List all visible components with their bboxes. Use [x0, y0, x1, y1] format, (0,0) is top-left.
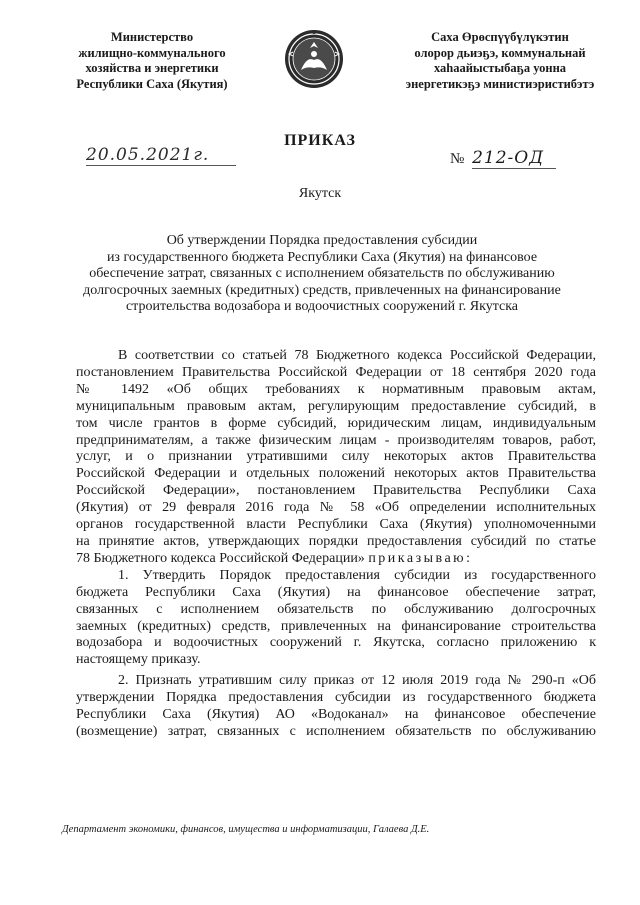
body-line: том числе грантов в форме субсидий, юридическим лицам, индивидуальным	[76, 415, 596, 431]
ministry-line: хозяйства и энергетики	[85, 61, 219, 75]
body-line-text: 78 Бюджетного кодекса Российской Федерации»	[76, 550, 365, 566]
body-line: муниципальным правовым актам, регулирующим предоставление субсидий, в	[76, 398, 596, 414]
body-line: (возмещение) затрат, связанных с исполнением обязательств по обслуживанию	[76, 723, 596, 739]
paragraph-item-1	[76, 568, 596, 669]
subject-line: строительства водозабора и водоочистных сооружений г. Якутска	[125, 299, 519, 314]
body-line: связанных с исполнением обязательств по обслуживанию долгосрочных	[76, 601, 596, 617]
executor-footer: Департамент экономики, финансов, имущества и информатизации, Галаева Д.Е.	[62, 824, 430, 835]
body-line: на принятие актов, утверждающих порядки предоставления субсидий по статье	[76, 533, 596, 549]
subject-line: из государственного бюджета Республики Саха (Якутия) на финансовое	[106, 249, 538, 265]
paragraph-item-2	[76, 673, 596, 741]
body-line	[76, 551, 596, 568]
ministry-line: Саха Өрөспүүбүлүкэтин	[431, 30, 569, 44]
paragraph-preamble	[76, 348, 596, 568]
order-subject	[72, 233, 572, 316]
city: Якутск	[298, 186, 342, 201]
body-line: 1. Утвердить Порядок предоставления субсидии из государственного	[118, 567, 596, 583]
ministry-line: энергетикэҕэ министиэристибэтэ	[405, 76, 595, 91]
body-line: 2. Признать утратившим силу приказ от 12 июля 2019 года № 290-п «Об	[118, 673, 596, 689]
order-date: 20.05.2021г.	[86, 145, 236, 166]
body-line: Российской Федерации», постановлением Правительства Республики Саха	[76, 483, 596, 499]
body-line: Российской Федерации и отдельных положений некоторых актов Правительства	[76, 466, 596, 482]
document-title: ПРИКАЗ	[284, 132, 356, 149]
body-line: услуг, и о признании утратившими силу некоторых актов Правительства	[76, 449, 596, 465]
body-line: настоящему приказу.	[76, 652, 201, 668]
subject-line: Об утверждении Порядка предоставления субсидии	[166, 233, 478, 248]
ministry-line: хаһаайыстыбаҕа уонна	[433, 61, 567, 75]
body-line: заемных (кредитных) средств, привлеченных на финансирование строительства	[76, 618, 596, 634]
order-keyword: приказываю:	[368, 550, 473, 566]
body-line: № 1492 «Об общих требованиях к нормативным правовым актам,	[76, 381, 596, 397]
body-line: предпринимателям, а также физическим лицам - производителям товаров, работ,	[76, 432, 596, 448]
body-line: Республики Саха (Якутия) АО «Водоканал» на финансовое обеспечение	[76, 707, 596, 723]
coat-of-arms-emblem	[283, 26, 345, 90]
body-line: (Якутия) от 29 февраля 2016 года № 58 «Об определении исполнительных	[76, 500, 596, 516]
ministry-line: Министерство	[110, 30, 194, 44]
body-line: В соответствии со статьей 78 Бюджетного кодекса Российской Федерации,	[118, 348, 596, 363]
body-line: утверждении Порядка предоставления субсидии из государственного бюджета	[76, 690, 596, 706]
number-label: №	[450, 151, 465, 167]
ministry-line: жилищно-коммунального	[78, 45, 226, 60]
ministry-name-russian	[52, 30, 252, 92]
subject-line: долгосрочных заемных (кредитных) средств, привлеченных на финансирование	[83, 282, 561, 298]
order-body	[76, 348, 596, 741]
order-number	[450, 148, 556, 169]
body-line: водозабора и водоочистных сооружений г. Якутска, согласно приложению к	[76, 635, 596, 651]
number-value: 212-ОД	[472, 148, 556, 169]
body-line: бюджета Республики Саха (Якутия) на финансовое обеспечение затрат,	[76, 584, 596, 600]
body-line: органов государственной власти Республики Саха (Якутия) уполномоченными	[76, 517, 596, 533]
subject-line: обеспечение затрат, связанных с исполнением обязательств по обслуживанию	[89, 266, 555, 281]
ministry-name-yakut	[388, 30, 612, 92]
ministry-line: олорор дьиэҕэ, коммунальнай	[414, 45, 586, 60]
body-line: постановлением Правительства Российской Федерации от 18 сентября 2020 года	[76, 364, 596, 380]
ministry-line: Республики Саха (Якутия)	[76, 76, 228, 91]
